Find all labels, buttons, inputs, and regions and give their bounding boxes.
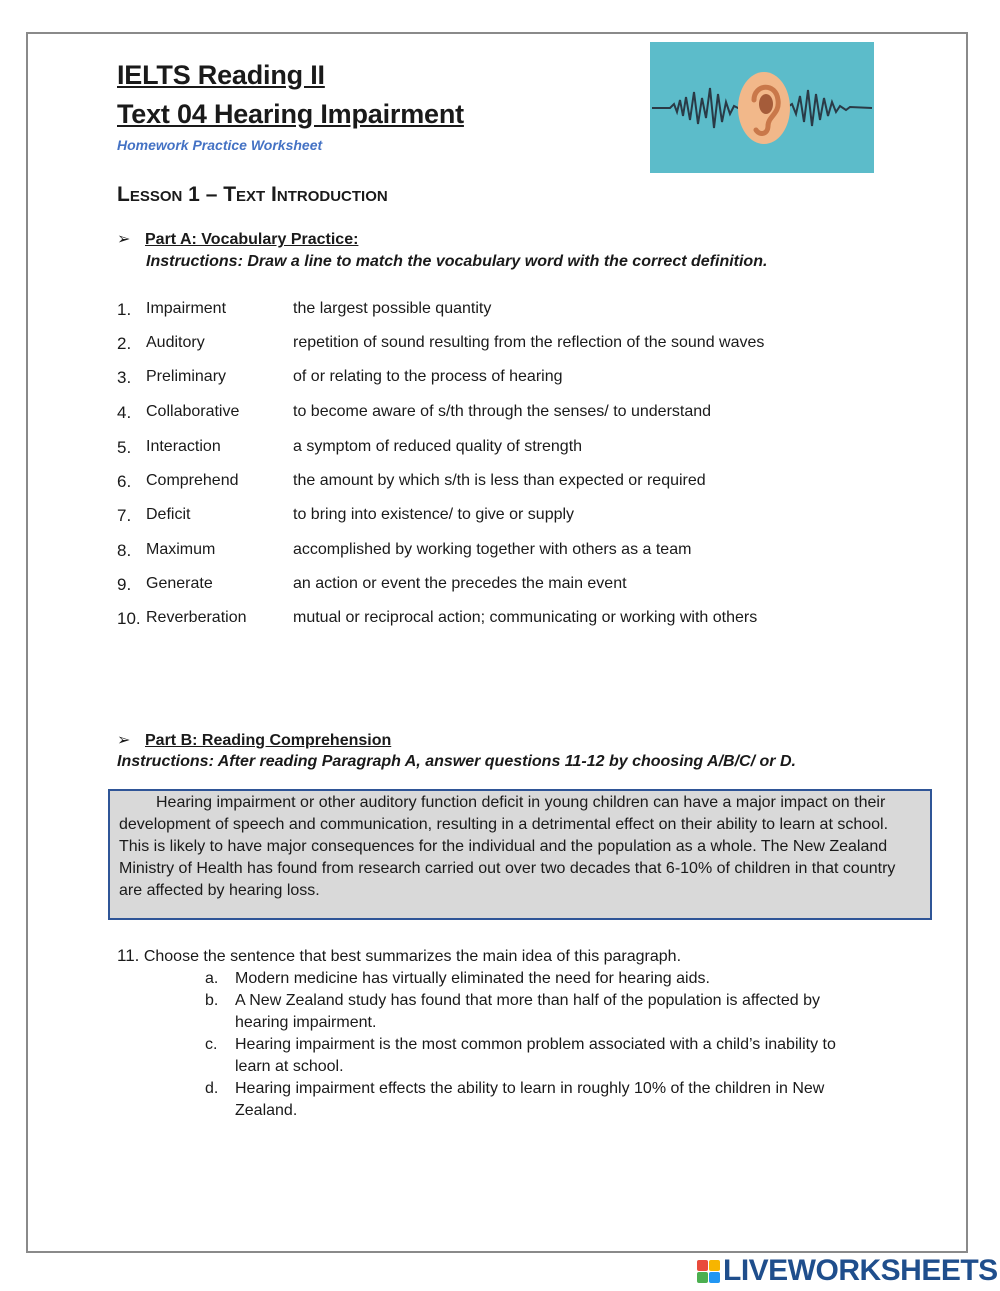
option-letter: b. [205, 992, 219, 1009]
vocab-definition[interactable]: repetition of sound resulting from the reflection of the sound waves [293, 334, 765, 351]
part-a-label: Part A: Vocabulary Practice: [145, 231, 359, 248]
arrow-bullet-icon: ➢ [117, 732, 131, 749]
vocab-word[interactable]: Maximum [146, 541, 216, 558]
part-a-heading [117, 229, 358, 249]
vocab-number: 1. [117, 300, 132, 319]
vocab-number: 8. [117, 541, 132, 560]
question-11 [117, 946, 681, 966]
vocab-definition[interactable]: an action or event the precedes the main event [293, 575, 627, 592]
vocab-word[interactable]: Preliminary [146, 368, 227, 385]
part-b-heading [117, 730, 391, 750]
vocab-word[interactable]: Auditory [146, 334, 205, 351]
lesson-title: Lesson 1 – Text Introduction [117, 183, 388, 206]
vocab-definition[interactable]: the largest possible quantity [293, 300, 492, 317]
vocab-word[interactable]: Impairment [146, 300, 227, 317]
option-d[interactable] [205, 1078, 875, 1122]
vocab-definition[interactable]: the amount by which s/th is less than expected or required [293, 472, 706, 489]
vocab-definition[interactable]: to become aware of s/th through the senses/ to understand [293, 403, 712, 420]
liveworksheets-logo[interactable] [697, 1254, 998, 1288]
option-a[interactable] [205, 968, 875, 990]
ear-soundwave-icon [650, 42, 874, 173]
vocab-number: 6. [117, 472, 132, 491]
logo-block [697, 1272, 708, 1283]
option-letter: d. [205, 1080, 219, 1097]
logo-blocks-icon [697, 1260, 720, 1283]
vocab-word[interactable]: Reverberation [146, 609, 247, 626]
vocab-number: 4. [117, 403, 132, 422]
part-b-instructions: Instructions: After reading Paragraph A, answer questions 11-12 by choosing A/B/C/ or D. [117, 753, 796, 770]
logo-block [709, 1272, 720, 1283]
option-b[interactable] [205, 990, 875, 1034]
vocab-definition[interactable]: accomplished by working together with others as a team [293, 541, 692, 558]
option-text: A New Zealand study has found that more than half of the population is affected by hearing impairment. [235, 992, 820, 1031]
vocab-number: 5. [117, 438, 132, 457]
reading-passage [108, 789, 932, 920]
vocab-word[interactable]: Collaborative [146, 403, 240, 420]
passage-text: Hearing impairment or other auditory function deficit in young children can have a major impact on their development of speech and communication, resulting in a detrimental effect on their ability to learn at school. This is likely to have major consequences for the individual and the population as a whole. The New Zealand Ministry of Health has found from research carried out over two decades that 6-10% of children in that country are affected by hearing loss. [119, 794, 896, 899]
part-b-label: Part B: Reading Comprehension [145, 732, 392, 749]
vocab-definition[interactable]: of or relating to the process of hearing [293, 368, 563, 385]
logo-block [709, 1260, 720, 1271]
vocab-number: 2. [117, 334, 132, 353]
logo-block [697, 1260, 708, 1271]
vocab-number: 9. [117, 575, 132, 594]
answer-options [205, 968, 875, 1122]
vocab-number: 3. [117, 368, 132, 387]
vocab-number: 7. [117, 506, 132, 525]
worksheet-title: IELTS Reading II [117, 60, 325, 90]
option-text: Hearing impairment is the most common problem associated with a child’s inability to learn at school. [235, 1036, 836, 1075]
vocab-definition[interactable]: a symptom of reduced quality of strength [293, 438, 583, 455]
vocab-word[interactable]: Comprehend [146, 472, 239, 489]
arrow-bullet-icon: ➢ [117, 231, 131, 248]
vocab-word[interactable]: Deficit [146, 506, 191, 523]
option-letter: a. [205, 970, 219, 987]
option-letter: c. [205, 1036, 218, 1053]
vocab-word[interactable]: Interaction [146, 438, 221, 455]
logo-text: LIVEWORKSHEETS [723, 1254, 998, 1287]
part-a-instructions: Instructions: Draw a line to match the vocabulary word with the correct definition. [146, 253, 768, 270]
vocab-definition[interactable]: to bring into existence/ to give or supply [293, 506, 575, 523]
option-text: Modern medicine has virtually eliminated the need for hearing aids. [235, 970, 710, 987]
vocab-number: 10. [117, 609, 141, 628]
worksheet-type-label: Homework Practice Worksheet [117, 137, 323, 153]
option-c[interactable] [205, 1034, 875, 1078]
question-number: 11. [117, 946, 140, 965]
option-text: Hearing impairment effects the ability to learn in roughly 10% of the children in New Zealand. [235, 1080, 825, 1119]
vocab-definition[interactable]: mutual or reciprocal action; communicating or working with others [293, 609, 758, 626]
question-text: Choose the sentence that best summarizes the main idea of this paragraph. [143, 948, 682, 965]
vocab-word[interactable]: Generate [146, 575, 213, 592]
worksheet-subtitle-title: Text 04 Hearing Impairment [117, 99, 464, 129]
